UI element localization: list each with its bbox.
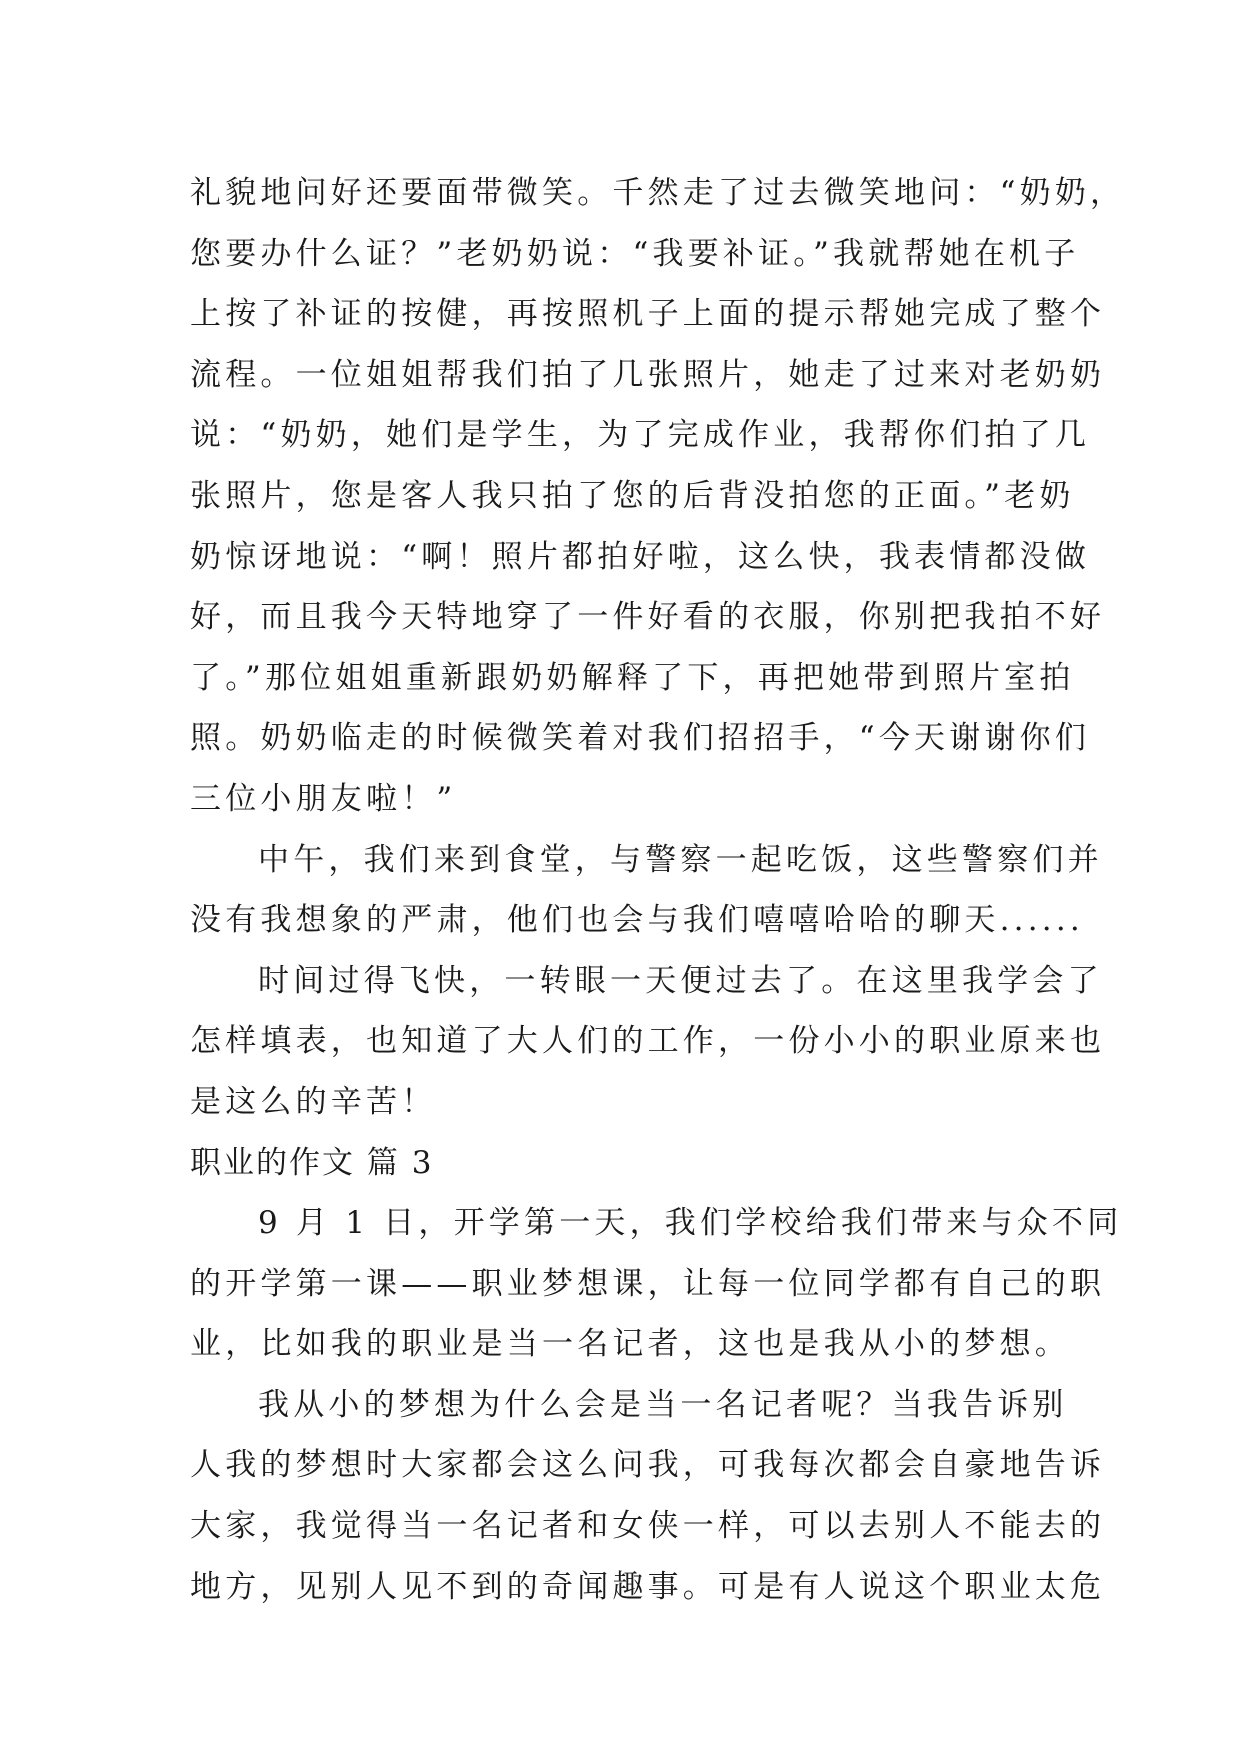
text-line: 时间过得飞快，一转眼一天便过去了。在这里我学会了: [258, 962, 1103, 999]
text-line: 说：“奶奶，她们是学生，为了完成作业，我帮你们拍了几: [190, 417, 1091, 454]
text-line: 我从小的梦想为什么会是当一名记者呢？当我告诉别: [258, 1386, 1068, 1423]
text-line: 怎样填表，也知道了大人们的工作，一份小小的职业原来也: [190, 1023, 1106, 1060]
text-line: 了。”那位姐姐重新跟奶奶解释了下，再把她带到照片室拍: [190, 659, 1075, 696]
text-line: 奶惊讶地说：“啊！照片都拍好啦，这么快，我表情都没做: [190, 538, 1091, 575]
text-line: 三位小朋友啦！”: [190, 780, 457, 817]
text-line: 照。奶奶临走的时候微笑着对我们招招手，“今天谢谢你们: [190, 720, 1091, 757]
text-line: 流程。一位姐姐帮我们拍了几张照片，她走了过来对老奶奶: [190, 356, 1106, 393]
text-line: 9 月 1 日，开学第一天，我们学校给我们带来与众不同: [258, 1205, 1123, 1242]
text-line: 没有我想象的严肃，他们也会与我们嘻嘻哈哈的聊天......: [190, 902, 1084, 939]
paragraph: [190, 830, 1103, 951]
text-line: 大家，我觉得当一名记者和女侠一样，可以去别人不能去的: [190, 1508, 1106, 1545]
text-line: 中午，我们来到食堂，与警察一起吃饭，这些警察们并: [258, 841, 1103, 878]
section-heading: [190, 1133, 1070, 1194]
paragraph: [190, 1375, 1106, 1617]
text-line: 张照片，您是客人我只拍了您的后背没拍您的正面。”老奶: [190, 477, 1075, 514]
text-line: 的开学第一课——职业梦想课，让每一位同学都有自己的职: [190, 1265, 1106, 1302]
paragraph: [190, 163, 1126, 830]
document-body: [190, 163, 1126, 1617]
text-line: 礼貌地问好还要面带微笑。千然走了过去微笑地问：“奶奶，: [190, 175, 1126, 211]
text-line: 地方，见别人见不到的奇闻趣事。可是有人说这个职业太危: [190, 1568, 1106, 1605]
paragraph: [190, 1193, 1123, 1375]
text-line: 是这么的辛苦！: [190, 1083, 437, 1120]
text-line: 上按了补证的按健，再按照机子上面的提示帮她完成了整个: [190, 296, 1106, 333]
text-line: 人我的梦想时大家都会这么问我，可我每次都会自豪地告诉: [190, 1447, 1106, 1484]
heading-text: 职业的作文 篇 3: [190, 1144, 434, 1181]
paragraph: [190, 951, 1106, 1133]
text-line: 业，比如我的职业是当一名记者，这也是我从小的梦想。: [190, 1326, 1070, 1363]
text-line: 好，而且我今天特地穿了一件好看的衣服，你别把我拍不好: [190, 599, 1106, 636]
text-line: 您要办什么证？”老奶奶说：“我要补证。”我就帮她在机子: [190, 235, 1080, 272]
